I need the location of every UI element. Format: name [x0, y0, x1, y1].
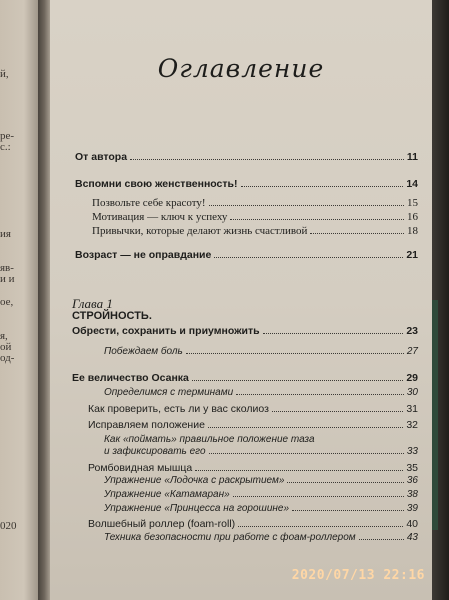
toc-entry-label: Возраст — не оправдание	[75, 249, 212, 261]
toc-entry-page: 31	[406, 403, 418, 415]
toc-entry-page: 14	[406, 178, 418, 190]
toc-entry-label: Упражнение «Катамаран»	[104, 489, 230, 500]
fragment: й,	[0, 68, 9, 80]
toc-entry	[88, 403, 418, 415]
toc-entry-page: 30	[406, 387, 418, 398]
chapter-name: СТРОЙНОСТЬ.	[72, 310, 152, 322]
toc-entry	[104, 532, 418, 543]
leader-dots	[287, 478, 403, 483]
toc-entry-label: Обрести, сохранить и приумножить	[72, 325, 260, 337]
toc-entry-label: Упражнение «Лодочка с раскрытием»	[104, 475, 285, 486]
toc-entry-page: 43	[406, 532, 418, 543]
leader-dots	[310, 229, 404, 234]
fragment: ой	[0, 341, 12, 353]
toc-entry	[104, 346, 418, 357]
toc-entry-page: 21	[406, 249, 418, 261]
toc-entry-page: 23	[406, 325, 418, 337]
fragment: яв-	[0, 262, 14, 274]
toc-entry-label: Волшебный роллер (foam-roll)	[88, 518, 236, 530]
leader-dots	[241, 182, 404, 187]
toc-entry-page: 18	[407, 225, 418, 237]
fragment: од-	[0, 352, 15, 364]
toc-entry-label: Ее величество Осанка	[72, 372, 189, 384]
leader-dots	[292, 506, 404, 511]
toc-entry-label: и зафиксировать его	[104, 446, 206, 457]
leader-dots	[230, 215, 404, 220]
toc-entry	[104, 489, 418, 500]
toc-entry-label: От автора	[75, 151, 128, 163]
toc-entry	[75, 178, 418, 190]
toc-entry-page: 29	[406, 372, 418, 384]
toc-entry	[75, 249, 418, 261]
toc-entry-page: 40	[406, 518, 418, 530]
toc-entry	[104, 387, 418, 398]
toc-entry	[104, 475, 418, 486]
photo-timestamp: 2020/07/13 22:16	[291, 568, 425, 583]
toc-entry-label: Мотивация — ключ к успеху	[92, 211, 228, 223]
toc-entry	[104, 503, 418, 514]
toc-entry-label: Привычки, которые делают жизнь счастливой	[92, 225, 308, 237]
fragment: я,	[0, 330, 8, 342]
leader-dots	[208, 423, 403, 428]
leader-dots	[186, 349, 404, 354]
toc-entry-page: 33	[406, 446, 418, 457]
toc-entry	[88, 462, 418, 474]
toc-entry	[75, 151, 418, 163]
toc-entry	[72, 372, 418, 384]
toc-entry	[92, 197, 418, 209]
leader-dots	[263, 329, 404, 334]
toc-entry-label: Техника безопасности при работе с фоам-роллером	[104, 532, 356, 543]
toc-entry-page: 15	[407, 197, 418, 209]
fragment: и и	[0, 273, 15, 285]
chapter-label: Глава 1	[72, 296, 113, 311]
toc-entry-page: 39	[406, 503, 418, 514]
fragment: 020	[0, 520, 17, 532]
toc-entry-label: Упражнение «Принцесса на горошине»	[104, 503, 290, 514]
leader-dots	[233, 492, 404, 497]
leader-dots	[209, 449, 404, 454]
fragment: с.:	[0, 141, 11, 153]
fragment: ия	[0, 228, 11, 240]
toc-entry-page: 35	[406, 462, 418, 474]
leader-dots	[214, 253, 403, 258]
toc-entry-label: Позвольте себе красоту!	[92, 197, 206, 209]
toc-page	[50, 0, 432, 600]
toc-entry-label: Определимся с терминами	[104, 387, 234, 398]
toc-entry	[104, 446, 418, 457]
toc-entry-page: 27	[406, 346, 418, 357]
toc-entry-label: Исправляем положение	[88, 419, 205, 431]
leader-dots	[238, 522, 403, 527]
toc-entry-label: Вспомни свою женственность!	[75, 178, 238, 190]
toc-entry-page: 11	[406, 151, 418, 163]
page-title: Оглавление	[157, 54, 325, 83]
fragment: ре-	[0, 130, 15, 142]
toc-entry-label-line1: Как «поймать» правильное положение таза	[104, 434, 315, 445]
toc-entry-label: Ромбовидная мышца	[88, 462, 193, 474]
leader-dots	[209, 201, 404, 206]
leader-dots	[192, 376, 403, 381]
toc-entry	[92, 211, 418, 223]
leader-dots	[359, 535, 404, 540]
previous-page-edge	[0, 0, 40, 600]
leader-dots	[195, 466, 403, 471]
leader-dots	[272, 407, 403, 412]
toc-entry-page: 38	[406, 489, 418, 500]
toc-entry-label: Побеждаем боль	[104, 346, 183, 357]
toc-entry	[88, 518, 418, 530]
page-edge	[432, 300, 438, 530]
toc-entry-page: 32	[406, 419, 418, 431]
fragment: ое,	[0, 296, 14, 308]
leader-dots	[236, 390, 404, 395]
chapter-subtitle	[72, 325, 418, 337]
toc-entry-page: 36	[406, 475, 418, 486]
toc-entry	[88, 419, 418, 431]
toc-entry-page: 16	[407, 211, 418, 223]
toc-entry-label: Как проверить, есть ли у вас сколиоз	[88, 403, 269, 415]
leader-dots	[130, 155, 404, 160]
toc-entry	[92, 225, 418, 237]
